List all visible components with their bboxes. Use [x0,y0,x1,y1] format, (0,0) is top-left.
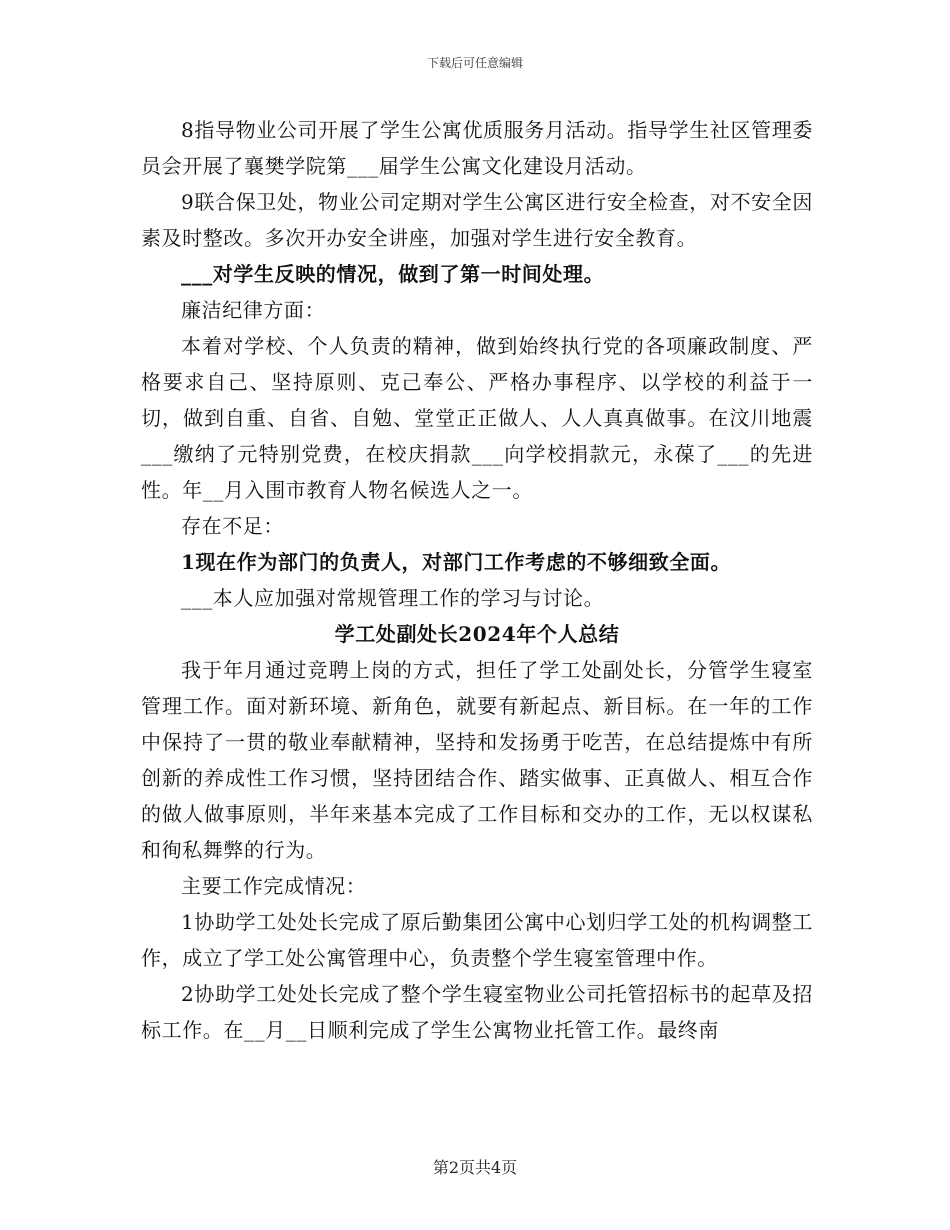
paragraph-work-1: 1协助学工处处长完成了原后勤集团公寓中心划归学工处的机构调整工作，成立了学工处公寓管理中心，负责整个学生寝室管理中作。 [141,910,813,970]
section-heading-shortcomings: 存在不足： [181,514,284,538]
paragraph-improvement: ___本人应加强对常规管理工作的学习与讨论。 [181,586,605,610]
paragraph-work-2: 2协助学工处处长完成了整个学生寝室物业公司托管招标书的起草及招标工作。在__月__日顺利完成了学生公寓物业托管工作。最终南 [141,982,813,1042]
section-heading-integrity: 廉洁纪律方面： [181,298,326,322]
document-title: 学工处副处长2024年个人总结 [334,622,620,646]
page-number-footer: 第2页共4页 [432,1158,518,1177]
paragraph-integrity: 本着对学校、个人负责的精神，做到始终执行党的各项廉政制度、严格要求自己、坚持原则、克己奉公、严格办事程序、以学校的利益于一切，做到自重、自省、自勉、堂堂正正做人、人人真真做事。在汶川地震___缴纳了元特别党费，在校庆捐款___向学校捐款元，永葆了___的先进性。年__月入围市教育人物名候选人之一。 [141,334,813,502]
document-body [141,112,813,1048]
paragraph-bold-response: ___对学生反映的情况，做到了第一时间处理。 [181,262,605,286]
header-note: 下载后可任意编辑 [426,56,523,70]
section-heading-main-work: 主要工作完成情况： [181,874,367,898]
paragraph-item-8: 8指导物业公司开展了学生公寓优质服务月活动。指导学生社区管理委员会开展了襄樊学院第___届学生公寓文化建设月活动。 [141,118,813,178]
paragraph-item-9: 9联合保卫处，物业公司定期对学生公寓区进行安全检查，对不安全因素及时整改。多次开办安全讲座，加强对学生进行安全教育。 [141,190,813,250]
paragraph-shortcoming-1: 1现在作为部门的负责人，对部门工作考虑的不够细致全面。 [181,550,732,574]
paragraph-intro: 我于年月通过竞聘上岗的方式，担任了学工处副处长，分管学生寝室管理工作。面对新环境、新角色，就要有新起点、新目标。在一年的工作中保持了一贯的敬业奉献精神，坚持和发扬勇于吃苦，在总结提炼中有所创新的养成性工作习惯，坚持团结合作、踏实做事、正真做人、相互合作的做人做事原则，半年来基本完成了工作目标和交办的工作，无以权谋私和徇私舞弊的行为。 [141,658,813,862]
